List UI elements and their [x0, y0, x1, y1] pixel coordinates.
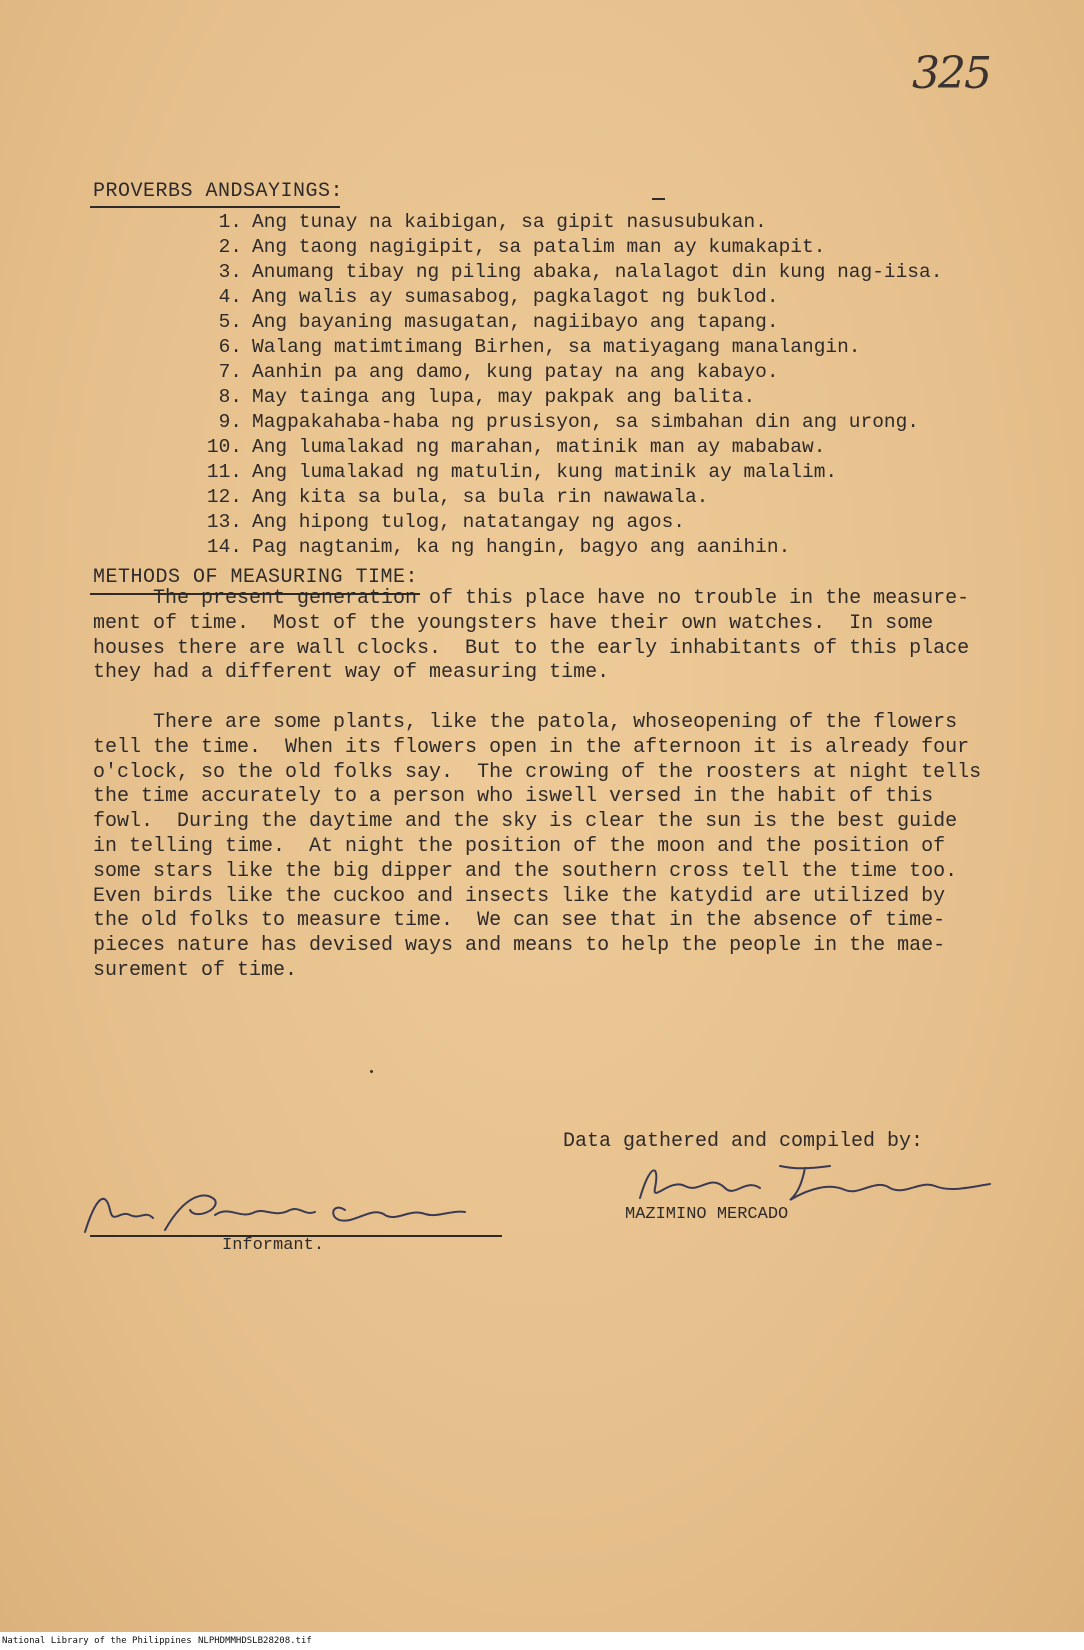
list-item: 10. Ang lumalakad ng marahan, matinik man ay mababaw.	[206, 436, 826, 458]
list-item: 7. Aanhin pa ang damo, kung patay na ang kabayo.	[218, 361, 779, 383]
compiler-name: MAZIMINO MERCADO	[625, 1205, 789, 1224]
list-item: 8. May tainga ang lupa, may pakpak ang balita.	[218, 386, 756, 408]
footer-file-id: NLPHDMMHDSLB28208.tif	[198, 1636, 312, 1646]
list-item: 14. Pag nagtanim, ka ng hangin, bagyo ang aanihin.	[206, 536, 791, 558]
proverbs-list	[200, 210, 942, 560]
list-item: 4. Ang walis ay sumasabog, pagkalagot ng buklod.	[218, 286, 779, 308]
informant-signature	[65, 1180, 505, 1240]
methods-paragraph-2: There are some plants, like the patola, whoseopening of the flowers tell the time. When its flowers open in the afternoon it is already four o'clock, so the old folks say. The crowing of the roosters at night tells the time accurately to a person who iswell versed in the habit of this fowl. During the daytime and the sky is clear the sun is the best guide in telling time. At night the position of the moon and the position of some stars like the big dipper and the southern cross tell the time too. Even birds like the cuckoo and insects like the katydid are utilized by the old folks to measure time. We can see that in the absence of time- pieces nature has devised ways and means to help the people in the mae- surement of time.	[93, 711, 982, 982]
list-item: 5. Ang bayaning masugatan, nagiibayo ang tapang.	[218, 311, 779, 333]
list-item: 6. Walang matimtimang Birhen, sa matiyagang manalangin.	[218, 336, 861, 358]
list-item: 12. Ang kita sa bula, sa bula rin nawawala.	[206, 486, 709, 508]
footer-library: National Library of the Philippines	[2, 1636, 192, 1646]
methods-paragraph-1: The present generation of this place have no trouble in the measure- ment of time. Most of the youngsters have their own watches. In some houses there are wall clocks. But to the early inhabitants of this place they had a different way of measuring time.	[93, 587, 970, 685]
page-number: 325	[912, 48, 990, 99]
list-item: 9. Magpakahaba-haba ng prusisyon, sa simbahan din ang urong.	[218, 411, 920, 433]
ink-speck	[370, 1070, 373, 1073]
list-item: 2. Ang taong nagigipit, sa patalim man ay kumakapit.	[218, 236, 826, 258]
compiled-by-label: Data gathered and compiled by:	[563, 1130, 924, 1153]
methods-heading: METHODS OF MEASURING TIME:	[93, 566, 419, 589]
list-item: 1. Ang tunay na kaibigan, sa gipit nasusubukan.	[218, 211, 767, 233]
proverbs-heading-underline	[90, 206, 340, 208]
list-item: 11. Ang lumalakad ng matulin, kung matinik ay malalim.	[206, 461, 838, 483]
list-item: 3. Anumang tibay ng piling abaka, nalalagot din kung nag-iisa.	[218, 261, 943, 283]
compiler-signature	[630, 1158, 1010, 1208]
stray-mark	[652, 198, 665, 200]
archive-footer	[0, 1632, 1084, 1650]
list-item: 13. Ang hipong tulog, natatangay ng agos.	[206, 511, 685, 533]
informant-label: Informant.	[222, 1236, 325, 1255]
proverbs-heading: PROVERBS ANDSAYINGS:	[93, 180, 344, 203]
